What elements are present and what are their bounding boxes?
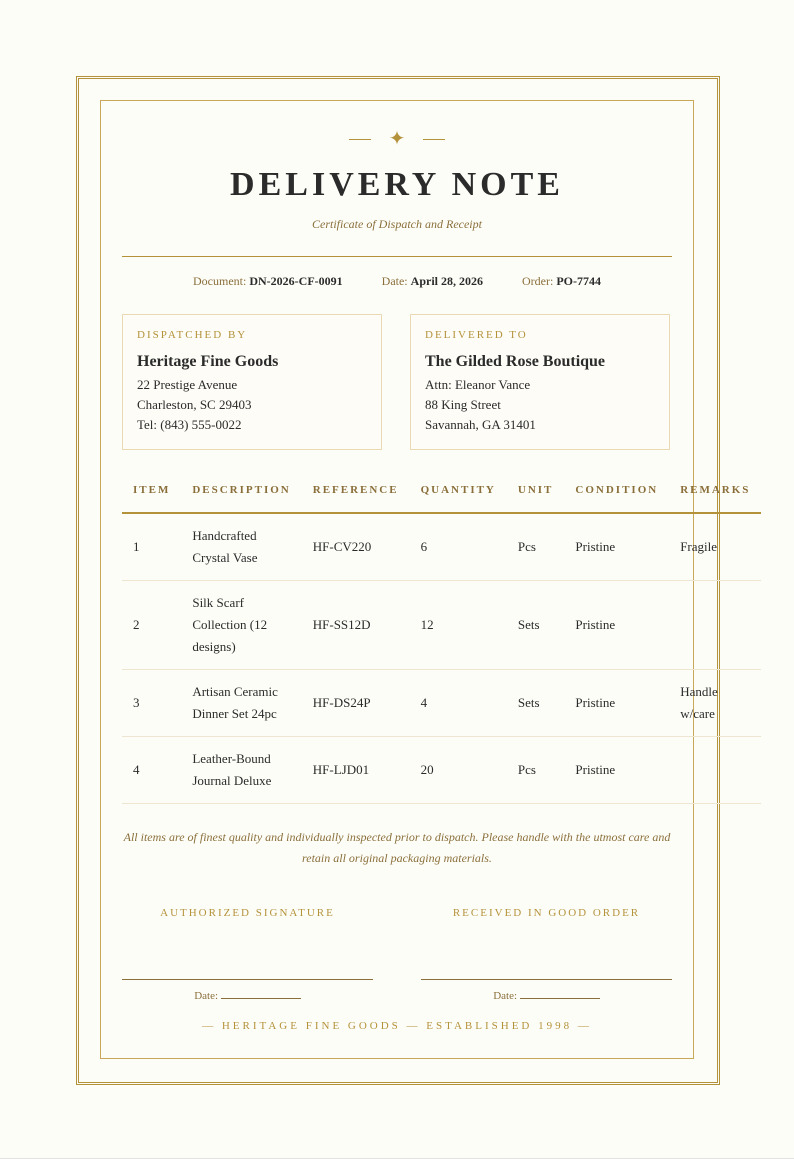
meta-date xyxy=(382,274,483,288)
cell-condition: Pristine xyxy=(564,581,669,670)
column-header-description: DESCRIPTION xyxy=(181,474,301,513)
received-signature-line[interactable] xyxy=(421,979,672,980)
authorized-signature-label: AUTHORIZED SIGNATURE xyxy=(160,907,335,919)
date-blank-field[interactable] xyxy=(221,988,301,999)
table-row xyxy=(122,513,761,581)
items-table xyxy=(122,474,761,804)
recipient-street-line: 88 King Street xyxy=(425,397,501,412)
meta-order xyxy=(522,274,601,288)
cell-quantity: 6 xyxy=(410,513,507,581)
cell-remarks xyxy=(669,581,761,670)
cell-item: 1 xyxy=(122,513,181,581)
cell-quantity: 12 xyxy=(410,581,507,670)
cell-reference: HF-SS12D xyxy=(302,581,410,670)
meta-order-value: PO-7744 xyxy=(556,274,601,288)
received-signature-label: RECEIVED IN GOOD ORDER xyxy=(452,907,641,919)
document-footer: — HERITAGE FINE GOODS — ESTABLISHED 1998 — xyxy=(202,1020,592,1032)
recipient-name: The Gilded Rose Boutique xyxy=(425,353,606,370)
ornament-left-line xyxy=(349,139,371,140)
cell-reference: HF-LJD01 xyxy=(302,737,410,804)
cell-description: Artisan Ceramic Dinner Set 24pc xyxy=(181,670,301,737)
meta-date-label: Date: xyxy=(381,274,408,288)
dispatcher-name: Heritage Fine Goods xyxy=(137,353,279,370)
cell-unit: Pcs xyxy=(507,513,565,581)
cell-remarks: Handle w/care xyxy=(669,670,761,737)
delivered-to-label: DELIVERED TO xyxy=(425,329,528,341)
authorized-signature-date xyxy=(122,988,373,1002)
cell-description: Silk Scarf Collection (12 designs) xyxy=(181,581,301,670)
cell-item: 2 xyxy=(122,581,181,670)
cell-reference: HF-CV220 xyxy=(302,513,410,581)
cell-unit: Pcs xyxy=(507,737,565,804)
cell-unit: Sets xyxy=(507,670,565,737)
dispatched-by-label: DISPATCHED BY xyxy=(137,329,248,341)
cell-condition: Pristine xyxy=(564,513,669,581)
date-label: Date: xyxy=(493,990,518,1002)
recipient-attn-line: Attn: Eleanor Vance xyxy=(425,377,531,392)
received-signature-block xyxy=(421,907,672,1002)
column-header-quantity: QUANTITY xyxy=(410,474,507,513)
table-row xyxy=(122,581,761,670)
received-signature-date xyxy=(421,988,672,1002)
cell-item: 4 xyxy=(122,737,181,804)
cell-remarks xyxy=(669,737,761,804)
table-header-row xyxy=(122,474,761,513)
page-subtitle: Certificate of Dispatch and Receipt xyxy=(312,217,482,231)
column-header-reference: REFERENCE xyxy=(302,474,410,513)
dispatched-by-box xyxy=(122,314,382,450)
cell-reference: HF-DS24P xyxy=(302,670,410,737)
ornament-right-line xyxy=(423,139,445,140)
cell-condition: Pristine xyxy=(564,737,669,804)
meta-date-value: April 28, 2026 xyxy=(410,274,483,288)
column-header-remarks: REMARKS xyxy=(669,474,761,513)
delivered-to-box xyxy=(410,314,670,450)
cell-remarks: Fragile xyxy=(669,513,761,581)
date-label: Date: xyxy=(194,990,219,1002)
column-header-item: ITEM xyxy=(122,474,181,513)
authorized-signature-block xyxy=(122,907,373,1002)
table-row xyxy=(122,670,761,737)
header-ornament xyxy=(122,126,672,150)
cell-description: Handcrafted Crystal Vase xyxy=(181,513,301,581)
cell-unit: Sets xyxy=(507,581,565,670)
page-title: DELIVERY NOTE xyxy=(230,166,564,203)
table-row xyxy=(122,737,761,804)
meta-document-value: DN-2026-CF-0091 xyxy=(249,274,343,288)
cell-quantity: 4 xyxy=(410,670,507,737)
star-icon: ✦ xyxy=(388,126,406,150)
date-blank-field[interactable] xyxy=(520,988,600,999)
column-header-unit: UNIT xyxy=(507,474,565,513)
cell-item: 3 xyxy=(122,670,181,737)
dispatcher-address-line: 22 Prestige Avenue xyxy=(137,377,238,392)
cell-description: Leather-Bound Journal Deluxe xyxy=(181,737,301,804)
column-header-condition: CONDITION xyxy=(564,474,669,513)
recipient-city-line: Savannah, GA 31401 xyxy=(425,417,536,432)
meta-document-label: Document: xyxy=(193,274,247,288)
dispatcher-city-line: Charleston, SC 29403 xyxy=(137,397,252,412)
authorized-signature-line[interactable] xyxy=(122,979,373,980)
cell-quantity: 20 xyxy=(410,737,507,804)
document-meta xyxy=(122,274,672,289)
header-divider xyxy=(122,256,672,257)
cell-condition: Pristine xyxy=(564,670,669,737)
meta-order-label: Order: xyxy=(522,274,554,288)
handling-note: All items are of finest quality and individually inspected prior to dispatch. Please handle with the utmost care and retain all original packaging materials. xyxy=(123,830,671,865)
dispatcher-phone-line: Tel: (843) 555-0022 xyxy=(137,417,242,432)
meta-document xyxy=(193,274,343,288)
